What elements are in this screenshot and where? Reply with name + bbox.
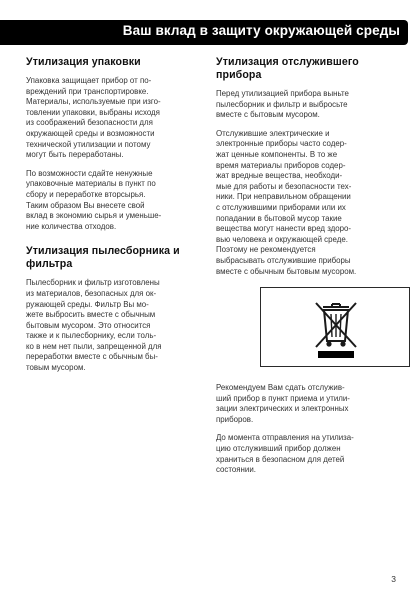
- old-appliance-heading: Утилизация отслужившего прибора: [216, 56, 359, 81]
- old-appliance-paragraph-2: Отслужившие электрические и электронные приборы часто содер- жат ценные компоненты. В то же время материалы приборов содер- жат вредные вещества, необходи- мые для работы и безопасности тех- ники. При неправильном обращении с отслужившими приборами или их попадании в бытовой мусор такие вещества могут нанести вред здоро- вью человека и окружающей среде. Поэтому не рекомендуется выбрасывать отслужившие приборы вместе с обычным бытовым мусором.: [216, 128, 357, 276]
- old-appliance-section: [216, 56, 394, 476]
- old-appliance-paragraph-4: До момента отправления на утилиза- цию отслуживший прибор должен храниться в безопасном для детей состоянии.: [216, 433, 354, 475]
- old-appliance-paragraph-1: Перед утилизацией прибора выньте пылесборник и фильтр и выбросьте вместе с бытовым мусором.: [216, 89, 349, 120]
- weee-symbol-box: [260, 287, 410, 367]
- packaging-section: [26, 56, 204, 232]
- dust-bag-section: [26, 245, 204, 373]
- left-column: [26, 56, 204, 374]
- crossed-out-wheelie-bin-icon: [311, 297, 361, 359]
- packaging-heading: Утилизация упаковки: [26, 56, 141, 68]
- page-title: Ваш вклад в защиту окружающей среды: [122, 23, 400, 38]
- right-column: [216, 56, 394, 476]
- dust-bag-heading: Утилизация пылесборника и фильтра: [26, 245, 180, 271]
- page-number: 3: [391, 574, 396, 584]
- packaging-paragraph-2: По возможности сдайте ненужные упаковочные материалы в пункт по сбору и переработке вторсырья. Таким образом Вы внесете свой вклад в экономию сырья и уменьше- ние количества отходов.: [26, 168, 162, 231]
- dust-bag-paragraph: Пылесборник и фильтр изготовлены из материалов, безопасных для ок- ружающей среды. Фильтр Вы мо- жете выбросить вместе с обычным бытовым мусором. Это относится также и к пылесборнику, если толь- ко в нем нет пыли, запрещенной для переработки вместе с обычным бы- товым мусором.: [26, 278, 162, 373]
- packaging-paragraph-1: Упаковка защищает прибор от по- вреждений при транспортировке. Материалы, используемые при изго- товлении упаковки, выбраны исходя из соображений безопасности для окружающей среды и возможности технической утилизации и потому могут быть переработаны.: [26, 76, 161, 160]
- header-bar: [0, 20, 408, 45]
- old-appliance-paragraph-3: Рекомендуем Вам сдать отслужив- ший прибор в пункт приема и утили- зации электрических и электронных приборов.: [216, 383, 350, 424]
